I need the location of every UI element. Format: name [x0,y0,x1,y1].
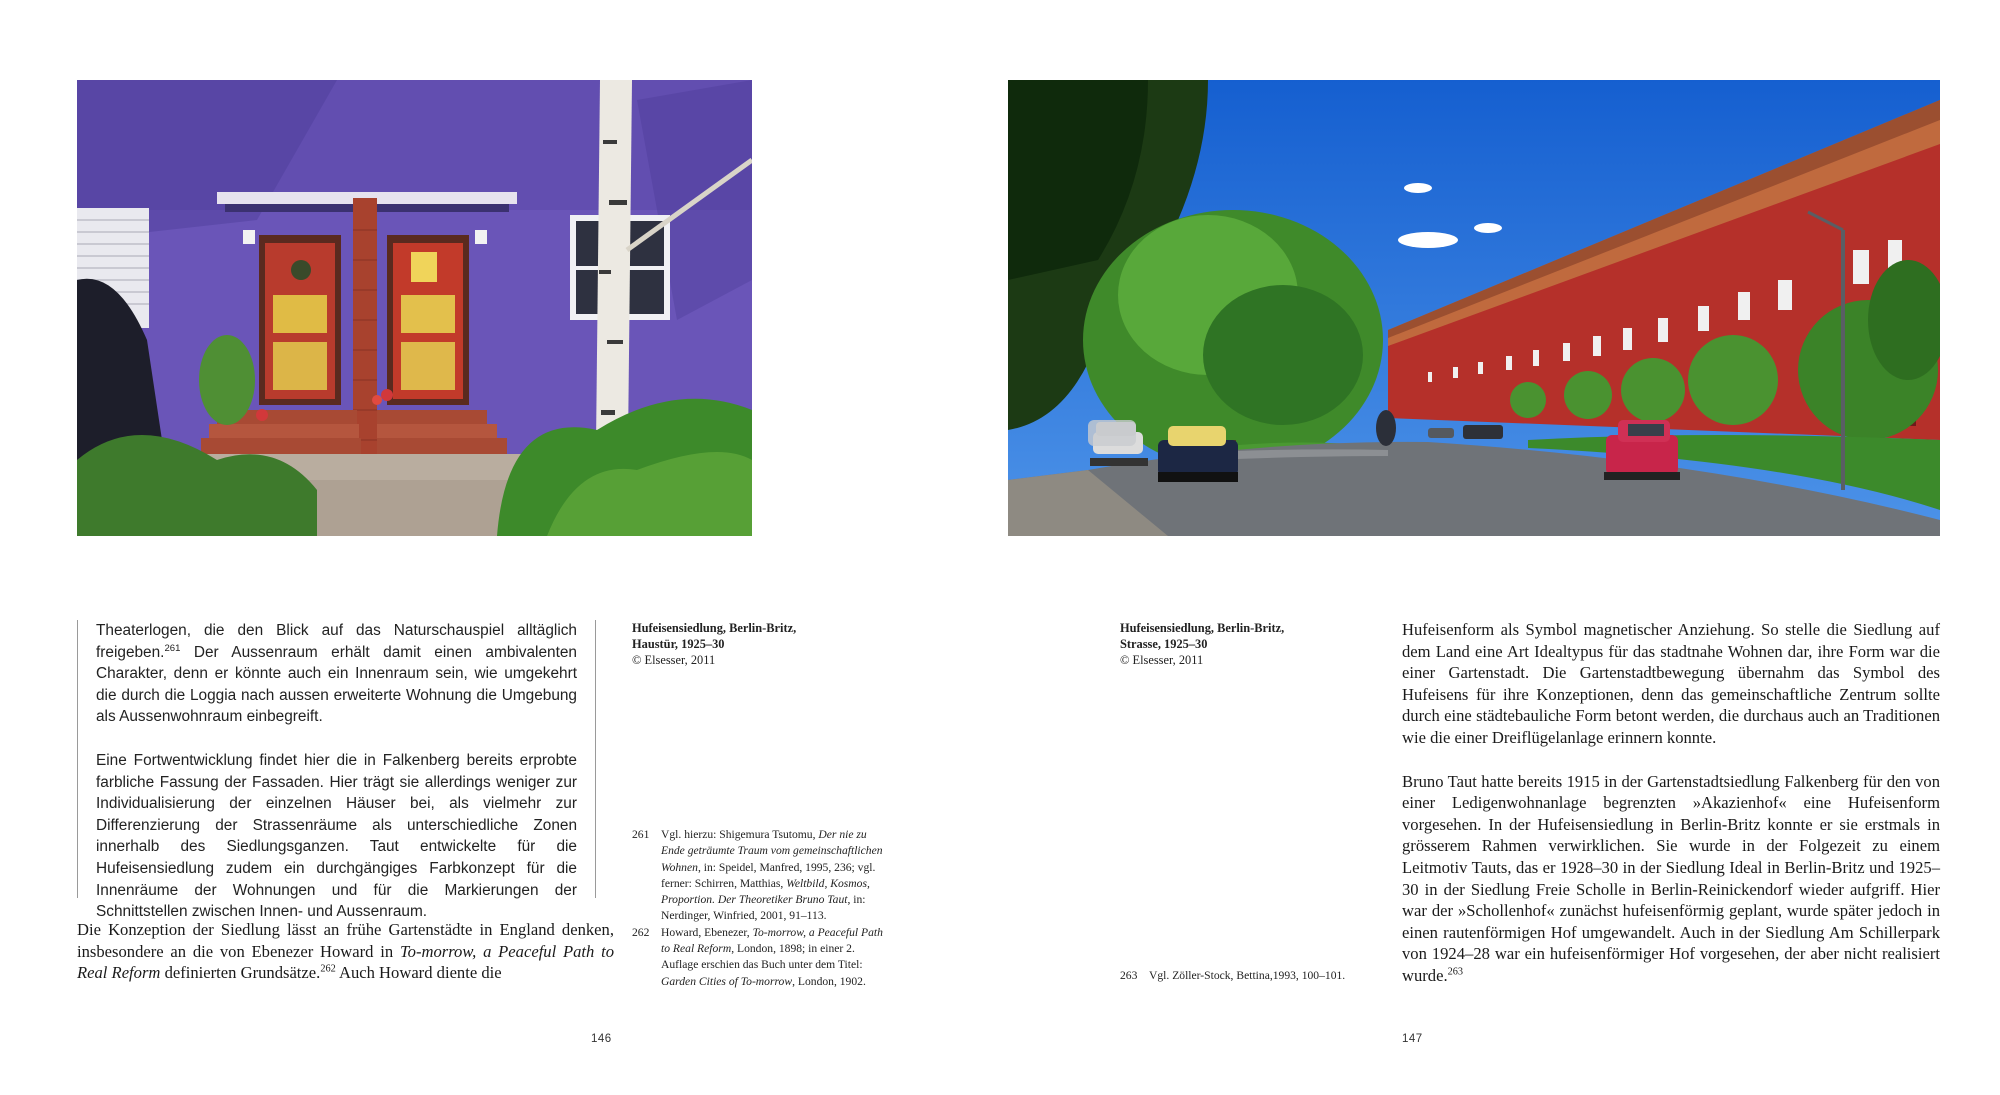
photo-street-view [1008,80,1940,536]
left-body-book-title: To-morrow, a Peaceful Path to Real Reform [77,941,614,983]
left-caption-line-1: Hufeisensiedlung, Berlin-Britz, [632,621,797,635]
boxed-paragraph-1-rest: Der Aussenraum erhält damit einen ambivalenten Charakter, denn er könnte auch ein Innenraum sein, wie umgekehrt die durch die Loggia nach aussen erweiterte Wohnung die Umgebung als Aussenwohnraum einbegreift. [96,643,577,726]
footnote-261 [632,827,893,925]
left-body-part-b: definierten Grundsätze. [160,963,321,983]
right-body-paragraph-1: Hufeisenform als Symbol magnetischer Anziehung. So stelle die Siedlung auf dem Land eine Art Idealtypus für das stadtnahe Wohnen dar, ihre Form war die einer Gartenstadt. Die Gartenstadtbewegung übernahm das Symbol des Hufeisens für ihre Konzeptionen, denn das gemeinschaftliche Zentrum sollte durch eine städtebauliche Form betont werden, die durchaus auch an Traditionen wie die einer Dreiflügelanlage erinnern konnte. [1402,620,1940,747]
footnote-263-number: 263 [1120,969,1138,982]
right-caption-line-2: Strasse, 1925–30 [1120,637,1208,652]
footnote-262-number: 262 [632,925,650,939]
left-body-paragraph [77,919,614,984]
footnote-263 [1120,968,1390,984]
entrance-photo-drawing [77,80,752,536]
footnote-261-title-2: Weltbild, Kosmos, Proportion. Der Theoretiker Bruno Taut [661,876,870,907]
footnote-262-text-a: Howard, Ebenezer, [661,925,753,939]
footnotes-left [632,827,893,990]
page-number-right: 147 [1402,1033,1423,1045]
page-number-left: 146 [591,1033,612,1045]
footnote-ref-263[interactable]: 263 [1447,966,1464,978]
left-caption-credit: © Elsesser, 2011 [632,653,716,668]
left-body-text [77,919,614,984]
footnote-261-title: Der nie zu Ende geträumte Traum vom gemeinschaftlichen Wohnen [661,828,883,874]
footnote-261-number: 261 [632,828,650,841]
right-caption-line-1: Hufeisensiedlung, Berlin-Britz, [1120,621,1285,635]
boxed-paragraph-1 [96,620,595,728]
left-caption-line-2: Haustür, 1925–30 [632,637,725,652]
footnote-262-text-c: , London, 1902. [792,974,866,988]
footnote-261-text-b: , in: Speidel, Manfred, 1995, 236; vgl. ferner: Schirren, Matthias, [661,860,876,890]
footnote-ref-261[interactable]: 261 [164,642,181,654]
left-photo-caption [632,620,832,669]
left-body-part-c: Auch Howard diente die [335,963,502,983]
boxed-excerpt [77,620,596,921]
footnote-262-title: To-morrow, a Peaceful Path to Real Reform [661,925,883,956]
footnote-262 [632,925,893,990]
photo-entrance-door [77,80,752,536]
right-body-paragraph-2 [1402,771,1940,987]
right-caption-credit: © Elsesser, 2011 [1120,653,1204,668]
boxed-paragraph-1-start: Theaterlogen, die den Blick auf das Naturschauspiel alltäglich freigeben. [96,622,577,661]
footnotes-right [1120,968,1390,984]
footnote-261-text-c: , in: Nerdinger, Winfried, 2001, 91–113. [661,893,866,923]
footnote-261-text-a: Vgl. hierzu: Shigemura Tsutomu, [661,828,819,841]
right-body-paragraph-2-text: Bruno Taut hatte bereits 1915 in der Gartenstadtsiedlung Falkenberg für den von einer Ledigenwohnanlage begrenzten »Akazienhof« eine Hufeisenform vorgesehen. In der Hufeisensiedlung in Berlin-Britz konnte er sie erstmals in grösserem Rahmen verwirklichen. Sie wurde in der Folgezeit zu einem Leitmotiv Tauts, das er 1928–30 in der Siedlung Ideal in Berlin-Britz und 1925–30 in der Siedlung Freie Scholle in Berlin-Reinickendorf wieder aufgriff. Hier war der »Schollenhof« zunächst hufeisenförmig geplant, wurde später jedoch in einen rautenförmigen Hof umgewandelt. Auch in der Siedlung Am Schillerpark von 1924–28 war ein hufeisenförmiger Hof vorgesehen, der aber nicht realisiert wurde. [1402,771,1940,985]
footnote-ref-262[interactable]: 262 [320,963,336,975]
footnote-262-text-b: , London, 1898; in einer 2. Auflage erschien das Buch unter dem Titel: [661,942,863,972]
footnote-262-title-2: Garden Cities of To-morrow [661,974,793,988]
street-photo-drawing [1008,80,1940,536]
footnote-263-text: Vgl. Zöller-Stock, Bettina,1993, 100–101. [1149,969,1346,982]
right-photo-caption [1120,620,1360,669]
boxed-paragraph-2: Eine Fortwentwicklung findet hier die in Falkenberg bereits erprobte farbliche Fassung der Fassaden. Hier trägt sie allerdings weniger zur Individualisierung der einzelnen Häuser bei, als vielmehr zur Differenzierung der Strassenräume als unterschiedliche Zonen innerhalb des Siedlungsganzen. Taut entwickelte für die Hufeisensiedlung zudem ein durchgängiges Farbkonzept für die Innenräume der Wohnungen und für die Markierungen der Schnittstellen zwischen Innen- und Aussenraum. [96,751,577,921]
left-body-part-a: Die Konzeption der Siedlung lässt an frühe Gartenstädte in England denken, insbesondere an die von Ebenezer Howard in [77,920,614,961]
right-body-text [1402,619,1940,987]
